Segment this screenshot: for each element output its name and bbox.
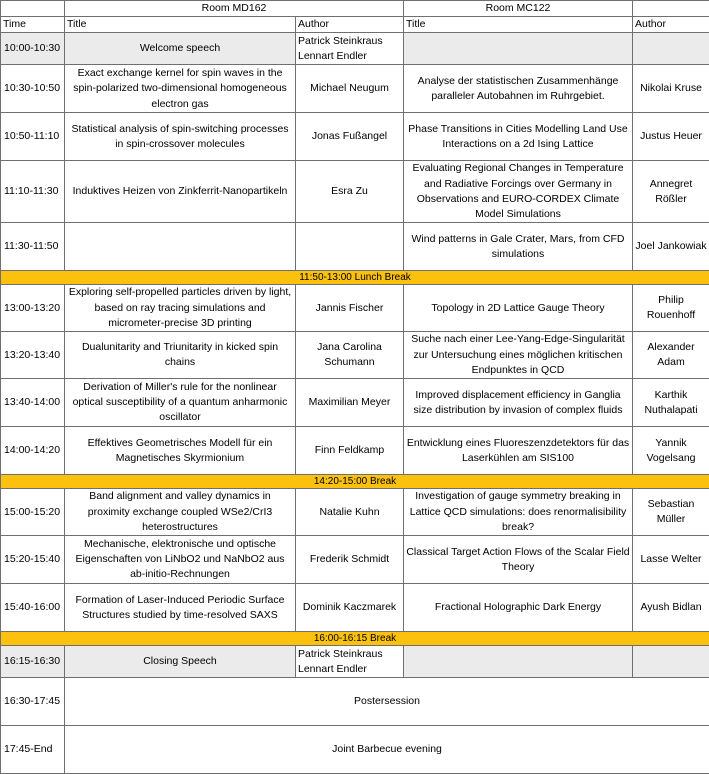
talk-author-room2: Alexander Adam [633,332,709,379]
talk-author-room1: Frederik Schmidt [296,536,404,584]
talk-title-room2: Fractional Holographic Dark Energy [404,584,633,632]
break-row [1,475,709,489]
talk-title-room2: Wind patterns in Gale Crater, Mars, from CFD simulations [404,223,633,271]
talk-author-room2: Karthik Nuthalapati [633,379,709,427]
talk-title-room2: Phase Transitions in Cities Modelling Land Use Interactions on a 2d Ising Lattice [404,113,633,161]
talk-author-room2: Annegret Rößler [633,161,709,223]
time-cell: 10:30-10:50 [1,65,65,113]
time-cell: 11:10-11:30 [1,161,65,223]
author-column-header-room2: Author [633,17,709,33]
postersession-label: Postersession [65,678,709,726]
talk-title-room2: Improved displacement efficiency in Ganglia size distribution by invasion of complex fluids [404,379,633,427]
schedule-row [1,33,709,65]
talk-author-room2: Philip Rouenhoff [633,285,709,332]
schedule-row [1,223,709,271]
talk-author-room1: Patrick Steinkraus Lennart Endler [296,646,404,678]
talk-title-room2: Entwicklung eines Fluoreszenzdetektors für das Laserkühlen am SIS100 [404,427,633,475]
schedule-row [1,584,709,632]
talk-author-room1: Natalie Kuhn [296,489,404,536]
time-cell: 15:00-15:20 [1,489,65,536]
time-cell: 16:15-16:30 [1,646,65,678]
talk-title-room1: Mechanische, elektronische und optische Eigenschaften von LiNbO2 und NaNbO2 aus ab-initio-Rechnungen [65,536,296,584]
schedule-row [1,161,709,223]
time-cell: 17:45-End [1,726,65,774]
talk-title-room1 [65,223,296,271]
schedule-row [1,332,709,379]
talk-author-room2: Sebastian Müller [633,489,709,536]
talk-author-room2: Joel Jankowiak [633,223,709,271]
title-column-header-room1: Title [65,17,296,33]
barbecue-label: Joint Barbecue evening [65,726,709,774]
talk-author-room1: Dominik Kaczmarek [296,584,404,632]
time-cell: 15:40-16:00 [1,584,65,632]
talk-author-room1: Finn Feldkamp [296,427,404,475]
room-md162-header: Room MD162 [65,1,404,17]
talk-author-room1: Jonas Fußangel [296,113,404,161]
schedule-row [1,113,709,161]
schedule-row [1,646,709,678]
room-header-row [1,1,709,17]
talk-title-room1: Induktives Heizen von Zinkferrit-Nanopartikeln [65,161,296,223]
talk-author-room2: Lasse Welter [633,536,709,584]
talk-title-room1: Welcome speech [65,33,296,65]
lunch-break-label: 11:50-13:00 Lunch Break [1,271,709,285]
time-cell: 16:30-17:45 [1,678,65,726]
column-header-row [1,17,709,33]
time-cell: 10:50-11:10 [1,113,65,161]
schedule-row [1,489,709,536]
empty-header-cell [633,1,709,17]
time-cell: 13:20-13:40 [1,332,65,379]
talk-author-room1: Michael Neugum [296,65,404,113]
room-mc122-header: Room MC122 [404,1,633,17]
talk-title-room2: Classical Target Action Flows of the Scalar Field Theory [404,536,633,584]
schedule-row [1,536,709,584]
break-row [1,632,709,646]
afternoon-break-label: 14:20-15:00 Break [1,475,709,489]
talk-title-room1: Band alignment and valley dynamics in proximity exchange coupled WSe2/CrI3 heterostructures [65,489,296,536]
wide-row [1,726,709,774]
talk-author-room2: Nikolai Kruse [633,65,709,113]
talk-title-room1: Exact exchange kernel for spin waves in the spin-polarized two-dimensional homogeneous electron gas [65,65,296,113]
talk-title-room2: Suche nach einer Lee-Yang-Edge-Singularität zur Untersuchung eines möglichen kritischen Endpunktes in QCD [404,332,633,379]
schedule-row [1,379,709,427]
empty-corner-cell [1,1,65,17]
time-cell: 11:30-11:50 [1,223,65,271]
talk-title-room2: Analyse der statistischen Zusammenhänge paralleler Autobahnen im Ruhrgebiet. [404,65,633,113]
time-cell: 14:00-14:20 [1,427,65,475]
talk-author-room1: Maximilian Meyer [296,379,404,427]
time-cell: 10:00-10:30 [1,33,65,65]
talk-title-room1: Effektives Geometrisches Modell für ein Magnetisches Skyrmionium [65,427,296,475]
time-cell: 15:20-15:40 [1,536,65,584]
talk-author-room2: Justus Heuer [633,113,709,161]
talk-author-room1 [296,223,404,271]
talk-title-room2 [404,33,633,65]
schedule-row [1,285,709,332]
talk-author-room2 [633,646,709,678]
break-row [1,271,709,285]
author-column-header-room1: Author [296,17,404,33]
talk-author-room1: Jannis Fischer [296,285,404,332]
talk-title-room2: Topology in 2D Lattice Gauge Theory [404,285,633,332]
talk-title-room2 [404,646,633,678]
title-column-header-room2: Title [404,17,633,33]
time-cell: 13:00-13:20 [1,285,65,332]
talk-title-room1: Statistical analysis of spin-switching processes in spin-crossover molecules [65,113,296,161]
talk-title-room1: Closing Speech [65,646,296,678]
talk-title-room2: Investigation of gauge symmetry breaking in Lattice QCD simulations: does renormalisibility break? [404,489,633,536]
schedule-row [1,427,709,475]
talk-author-room1: Patrick Steinkraus Lennart Endler [296,33,404,65]
talk-title-room1: Formation of Laser-Induced Periodic Surface Structures studied by time-resolved SAXS [65,584,296,632]
talk-title-room1: Exploring self-propelled particles driven by light, based on ray tracing simulations and micrometer-precise 3D printing [65,285,296,332]
time-column-header: Time [1,17,65,33]
schedule-row [1,65,709,113]
talk-author-room1: Esra Zu [296,161,404,223]
talk-author-room1: Jana Carolina Schumann [296,332,404,379]
talk-author-room2: Yannik Vogelsang [633,427,709,475]
late-break-label: 16:00-16:15 Break [1,632,709,646]
talk-title-room2: Evaluating Regional Changes in Temperature and Radiative Forcings over Germany in Observations and EURO-CORDEX Climate Model Simulations [404,161,633,223]
wide-row [1,678,709,726]
talk-author-room2 [633,33,709,65]
talk-title-room1: Derivation of Miller's rule for the nonlinear optical susceptibility of a quantum anharmonic oscillator [65,379,296,427]
talk-author-room2: Ayush Bidlan [633,584,709,632]
talk-title-room1: Dualunitarity and Triunitarity in kicked spin chains [65,332,296,379]
time-cell: 13:40-14:00 [1,379,65,427]
